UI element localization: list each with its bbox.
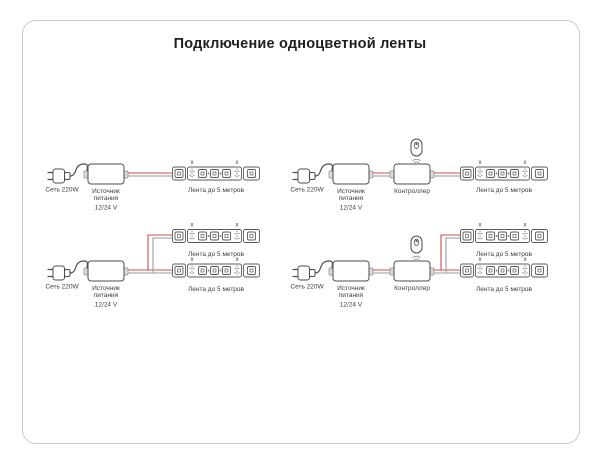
psu-label: питания xyxy=(93,292,119,299)
diagram-psu-controller-strip xyxy=(290,139,547,212)
plug-icon xyxy=(293,169,315,183)
led-strip xyxy=(173,160,260,180)
strip-label: Лента до 5 метров xyxy=(476,187,532,194)
wire-positive-branch xyxy=(148,235,173,270)
page-title: Подключение одноцветной ленты xyxy=(173,36,427,52)
wire-positive-branch xyxy=(441,235,461,270)
plug-icon xyxy=(293,266,315,280)
strip-label: Лента до 5 метров xyxy=(476,286,532,293)
power-supply-box xyxy=(329,261,373,281)
psu-label: питания xyxy=(338,195,364,202)
wire-negative-branch xyxy=(446,238,461,273)
mains-label: Сеть 220W xyxy=(290,283,324,291)
led-strip xyxy=(461,160,548,180)
diagram-psu-two-strips xyxy=(45,223,259,309)
strip-label: Лента до 5 метров xyxy=(476,251,532,258)
led-strip xyxy=(173,223,260,243)
strip-label: Лента до 5 метров xyxy=(188,251,244,258)
led-strip xyxy=(461,223,548,243)
power-supply-box xyxy=(84,164,128,184)
controller-label: Контроллер xyxy=(394,285,430,292)
plug-icon xyxy=(48,266,70,280)
psu-voltage-label: 12/24 V xyxy=(339,301,363,309)
power-supply-box xyxy=(329,164,373,184)
plug-icon xyxy=(48,169,70,183)
power-supply-box xyxy=(84,261,128,281)
strip-label: Лента до 5 метров xyxy=(188,187,244,194)
psu-voltage-label: 12/24 V xyxy=(94,301,118,309)
led-strip xyxy=(173,257,260,277)
mains-label: Сеть 220W xyxy=(45,283,79,291)
psu-label: питания xyxy=(338,292,364,299)
psu-label: Источник xyxy=(92,188,120,195)
remote-icon xyxy=(411,139,422,163)
psu-voltage-label: 12/24 V xyxy=(339,204,363,212)
controller-box xyxy=(390,164,434,184)
controller-box xyxy=(390,261,434,281)
psu-label: Источник xyxy=(337,188,365,195)
diagram-psu-controller-two-strips xyxy=(290,223,547,309)
psu-label: Источник xyxy=(92,285,120,292)
psu-voltage-label: 12/24 V xyxy=(94,204,118,212)
controller-label: Контроллер xyxy=(394,188,430,195)
led-strip xyxy=(461,257,548,277)
remote-icon xyxy=(411,236,422,260)
mains-label: Сеть 220W xyxy=(290,186,324,194)
psu-label: питания xyxy=(93,195,119,202)
psu-label: Источник xyxy=(337,285,365,292)
mains-label: Сеть 220W xyxy=(45,186,79,194)
wire-negative-branch xyxy=(153,238,173,273)
strip-label: Лента до 5 метров xyxy=(188,286,244,293)
diagram-psu-strip xyxy=(45,160,259,212)
